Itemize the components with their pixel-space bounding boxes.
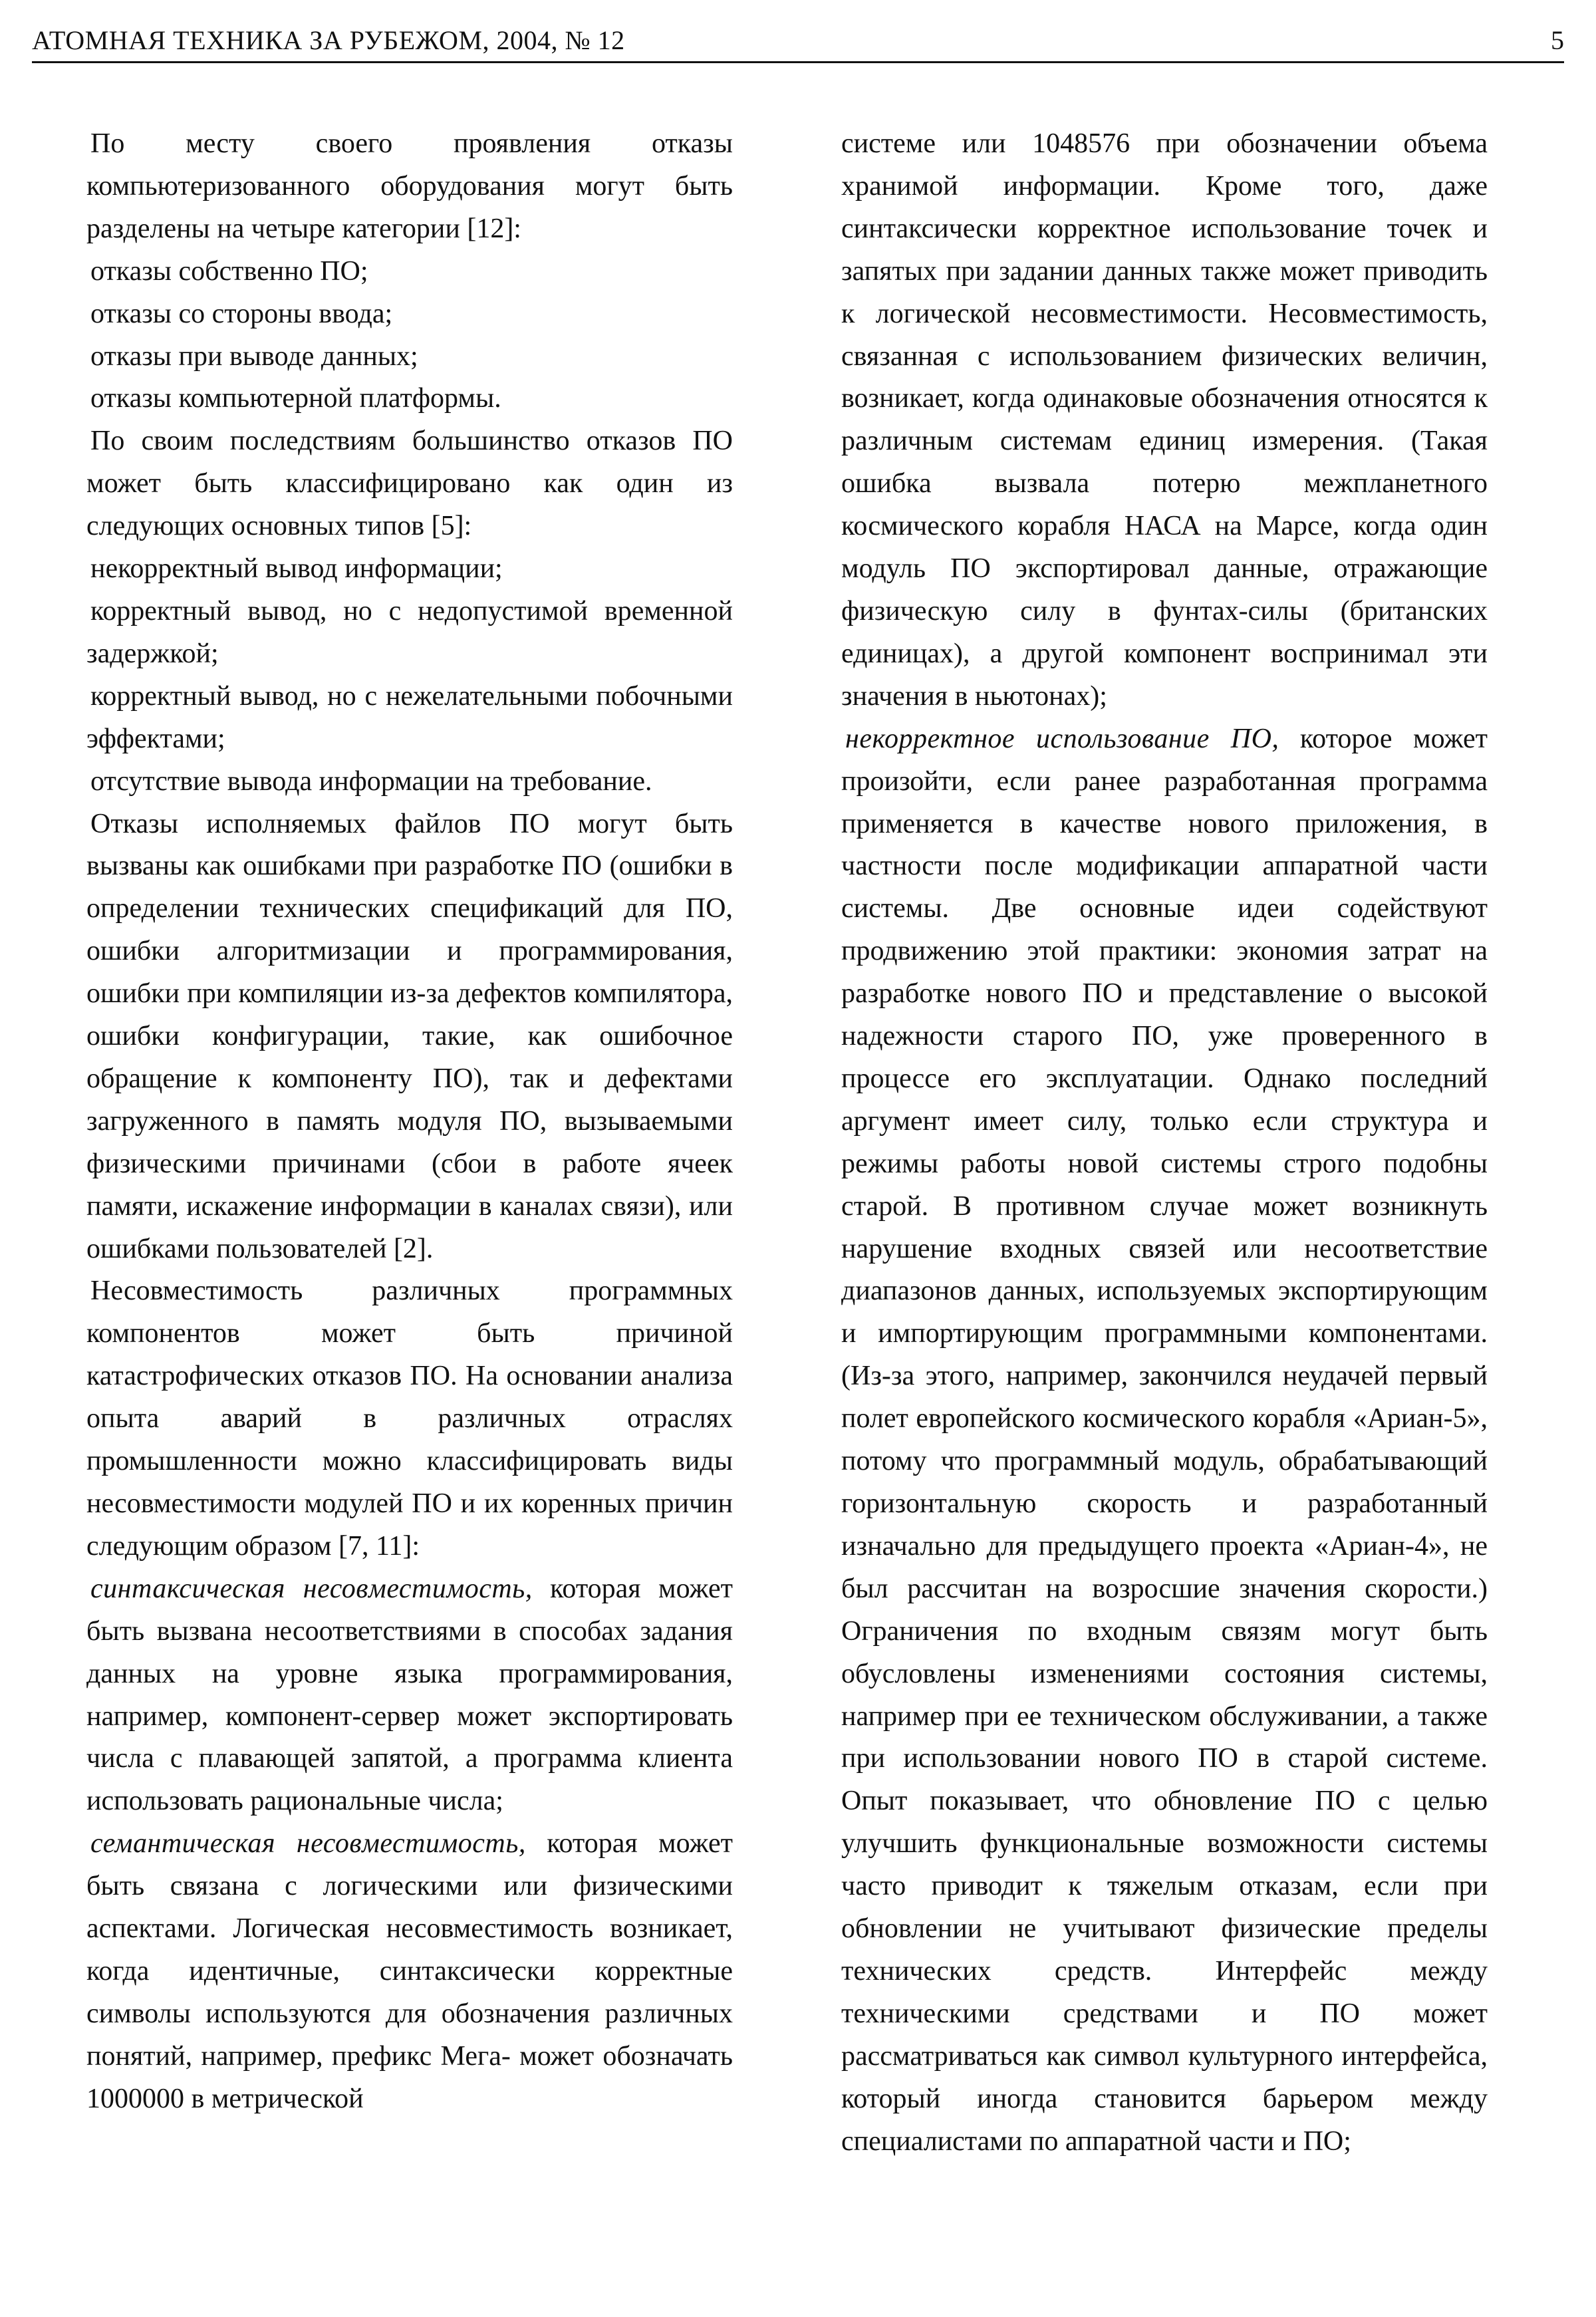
list-item-text: отказы собственно ПО; bbox=[90, 255, 368, 287]
paragraph-text: Несовместимость различных программных компонентов может быть причиной катастрофических отказов ПО. На основании анализа опыта аварий в различных отраслях промышленности можно классифицировать виды несовместимости модулей ПО и их коренных причин следующим образом [7, 11]: bbox=[86, 1276, 733, 1562]
paragraph-text: Отказы исполняемых файлов ПО могут быть вызваны как ошибками при разработке ПО (ошибки в определении технических спецификаций для ПО, ошибки алгоритмизации и программирования, ошибки при компиляции из-за дефектов компилятора, ошибки конфигурации, такие, как ошибочное обращение к компоненту ПО), так и дефектами загруженного в память модуля ПО, вызываемыми физическими причинами (сбои в работе ячеек памяти, искажение информации в каналах связи), или ошибками пользователей [2]. bbox=[86, 808, 733, 1264]
list-item bbox=[86, 591, 733, 676]
list-item bbox=[86, 378, 733, 420]
paragraph bbox=[86, 1270, 733, 1567]
journal-title: АТОМНАЯ ТЕХНИКА ЗА РУБЕЖОМ, 2004, № 12 bbox=[32, 25, 625, 55]
paragraph bbox=[86, 803, 733, 1271]
list-item-text: отказы со стороны ввода; bbox=[90, 298, 393, 329]
paragraph-text: По своим последствиям большинство отказов ПО может быть классифицировано как один из следующих основных типов [5]: bbox=[86, 426, 733, 542]
paragraph bbox=[86, 420, 733, 548]
term-label: некорректное использование ПО, bbox=[845, 723, 1279, 754]
term-paragraph bbox=[86, 1823, 733, 2120]
list-item bbox=[86, 676, 733, 761]
list-item-text: отказы компьютерной платформы. bbox=[90, 383, 501, 414]
term-paragraph bbox=[86, 1568, 733, 1823]
left-column bbox=[86, 123, 733, 2121]
paragraph-text: которое может произойти, если ранее разработанная программа применяется в качестве нового приложения, в частности после модификации аппаратной части системы. Две основные идеи содействуют продвижению этой практики: экономия затрат на разработке нового ПО и представление о высокой надежности старого ПО, уже проверенного в процессе его эксплуатации. Однако последний аргумент имеет силу, только если структура и режимы работы новой системы строго подобны старой. В противном случае может возникнуть нарушение входных связей или несоответствие диапазонов данных, используемых экспортирующим и импортирующим программными компонентами. (Из-за этого, например, закончился неудачей первый полет европейского космического корабля «Ариан-5», потому что программный модуль, обрабатывающий горизонтальную скорость и разработанный изначально для предыдущего проекта «Ариан-4», не был рассчитан на возросшие значения скорости.) Ограничения по входным связям могут быть обусловлены изменениями состояния системы, например при ее техническом обслуживании, а также при использовании нового ПО в старой системе. Опыт показывает, что обновление ПО с целью улучшить функциональные возможности системы часто приводит к тяжелым отказам, если при обновлении не учитывают физические пределы технических средств. Интерфейс между техническими средствами и ПО может рассматриваться как символ культурного интерфейса, который иногда становится барьером между специалистами по аппаратной части и ПО; bbox=[841, 723, 1488, 2157]
paragraph bbox=[841, 123, 1488, 718]
page-number: 5 bbox=[1551, 25, 1564, 55]
list-item bbox=[86, 761, 733, 803]
right-column bbox=[841, 123, 1488, 2163]
list-item bbox=[86, 293, 733, 336]
paragraph-text: которая может быть связана с логическими или физическими аспектами. Логическая несовместимость возникает, когда идентичные, синтаксически корректные символы используются для обозначения различных понятий, например, префикс Мега- может обозначать 1000000 в метрической bbox=[86, 1828, 733, 2114]
paragraph-text: системе или 1048576 при обозначении объема хранимой информации. Кроме того, даже синтаксически корректное использование точек и запятых при задании данных также может приводить к логической несовместимости. Несовместимость, связанная с использованием физических величин, возникает, когда одинаковые обозначения относятся к различным системам единиц измерения. (Такая ошибка вызвала потерю межпланетного космического корабля НАСА на Марсе, когда один модуль ПО экспортировал данные, отражающие физическую силу в фунтах-силы (британских единицах), а другой компонент воспринимал эти значения в ньютонах); bbox=[841, 128, 1488, 712]
term-paragraph bbox=[841, 718, 1488, 2163]
list-item-text: отсутствие вывода информации на требование. bbox=[90, 765, 652, 797]
list-item-text: некорректный вывод информации; bbox=[90, 553, 503, 585]
paragraph-text: которая может быть вызвана несоответствиями в способах задания данных на уровне языка программирования, например, компонент-сервер может экспортировать числа с плавающей запятой, а программа клиента использовать рациональные числа; bbox=[86, 1573, 733, 1817]
list-item-text: отказы при выводе данных; bbox=[90, 341, 418, 372]
list-item bbox=[86, 336, 733, 378]
running-header bbox=[32, 20, 1564, 63]
paragraph-text: По месту своего проявления отказы компьютеризованного оборудования могут быть разделены на четыре категории [12]: bbox=[86, 128, 733, 244]
list-item bbox=[86, 548, 733, 591]
list-item bbox=[86, 251, 733, 293]
list-item-text: корректный вывод, но с нежелательными побочными эффектами; bbox=[86, 680, 733, 754]
paragraph bbox=[86, 123, 733, 251]
term-label: синтаксическая несовместимость, bbox=[90, 1573, 533, 1604]
term-label: семантическая несовместимость, bbox=[90, 1828, 526, 1859]
list-item-text: корректный вывод, но с недопустимой временной задержкой; bbox=[86, 595, 733, 669]
